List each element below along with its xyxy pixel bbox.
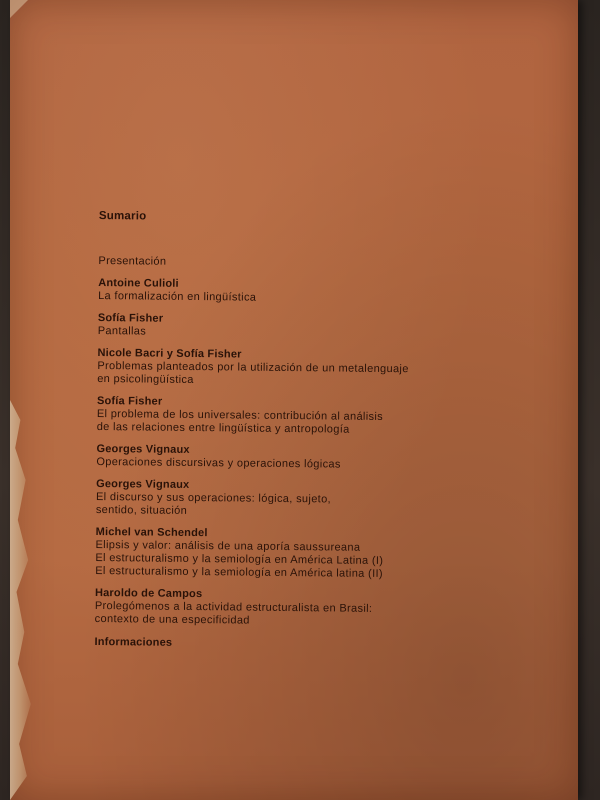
entry-title: El discurso y sus operaciones: lógica, sujeto, — [95, 490, 332, 506]
entry-title: contexto de una especificidad — [94, 612, 250, 627]
contents-entry — [97, 347, 537, 391]
entry-author: Sofía Fisher — [96, 394, 163, 408]
entry-title: La formalización en lingüística — [98, 289, 257, 304]
entry-title: El estructuralismo y la semiología en América latina (II) — [95, 564, 384, 580]
entry-author: Georges Vignaux — [96, 442, 190, 456]
contents-entry — [98, 277, 538, 308]
worn-corner — [10, 0, 28, 18]
contents-entry — [95, 526, 536, 583]
contents-entry — [97, 395, 537, 439]
intro-item: Presentación — [98, 254, 167, 268]
book-back-cover — [10, 0, 578, 800]
entry-author: Sofía Fisher — [97, 311, 164, 325]
entry-title: de las relaciones entre lingüística y antropología — [96, 420, 350, 436]
entry-title: Pantallas — [97, 324, 147, 338]
contents-heading: Sumario — [98, 210, 147, 223]
contents-entry — [96, 443, 536, 474]
entry-author: Georges Vignaux — [96, 477, 190, 491]
entry-title: Operaciones discursivas y operaciones lógicas — [96, 455, 341, 471]
contents-entry — [98, 312, 538, 343]
entry-title: Prolegómenos a la actividad estructuralista en Brasil: — [94, 599, 373, 615]
entry-author: Nicole Bacri y Sofía Fisher — [97, 346, 242, 361]
entry-author: Haroldo de Campos — [94, 586, 203, 601]
entry-title: Problemas planteados por la utilización de un metalenguaje — [97, 359, 409, 376]
worn-spine-edge — [10, 400, 36, 800]
entry-title: en psicolingüística — [97, 372, 194, 387]
contents-entry — [96, 478, 536, 522]
contents-entry — [95, 587, 535, 631]
closing-item: Informaciones — [94, 635, 173, 649]
entry-title: sentido, situación — [95, 503, 188, 517]
table-of-contents — [94, 210, 539, 654]
entry-author: Michel van Schendel — [95, 525, 208, 540]
entry-author: Antoine Culioli — [98, 276, 179, 290]
entry-title: Elipsis y valor: análisis de una aporía saussureana — [95, 538, 361, 554]
entry-title: El estructuralismo y la semiología en América Latina (I) — [95, 551, 384, 567]
entry-title: El problema de los universales: contribución al análisis — [96, 407, 384, 423]
